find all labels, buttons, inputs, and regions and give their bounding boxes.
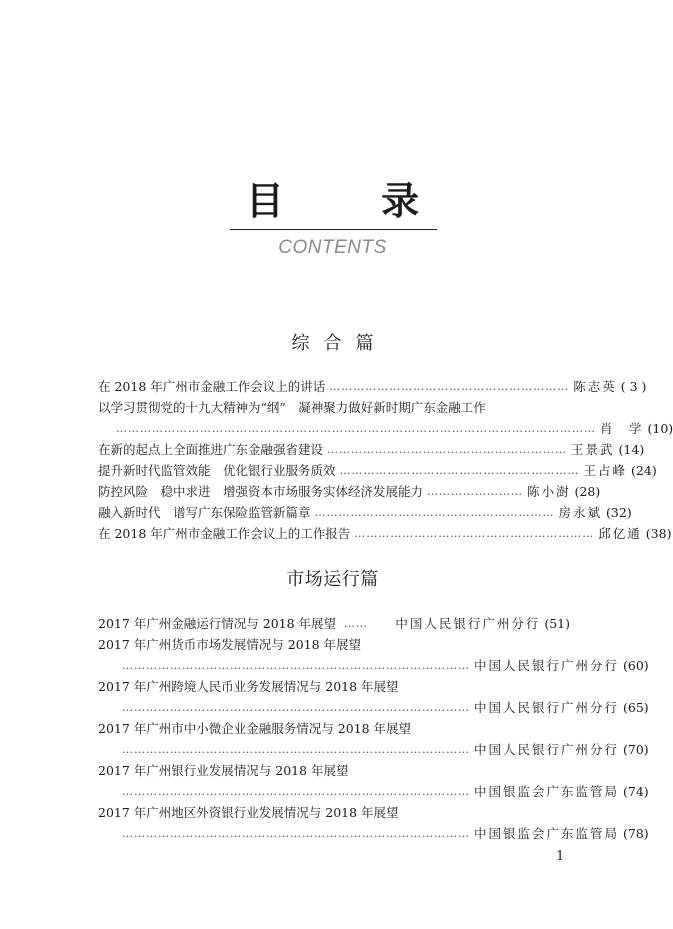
toc-entry[interactable]	[98, 761, 649, 803]
toc-entry[interactable]	[98, 719, 649, 761]
entry-author: 王景武	[571, 442, 615, 457]
toc-entry[interactable]	[98, 440, 645, 461]
title-underline	[230, 229, 437, 230]
entry-title: 2017 年广州货币市场发展情况与 2018 年展望	[98, 637, 362, 652]
entry-author: 陈小澍	[527, 484, 571, 499]
toc-entry[interactable]	[98, 503, 632, 524]
page-number: 1	[556, 849, 565, 864]
leader-dots: ……………………………………………………	[329, 380, 570, 393]
entry-author: 中国人民银行广州分行	[474, 658, 620, 673]
entry-page: (70)	[623, 742, 649, 757]
toc-entry[interactable]	[98, 635, 649, 677]
entry-title: 在新的起点上全面推进广东金融强省建设	[98, 442, 324, 457]
toc-entry[interactable]	[98, 524, 672, 545]
leader-dots: ……………………	[427, 485, 524, 498]
entry-page: (60)	[623, 658, 649, 673]
entry-author: 王占峰	[583, 463, 628, 478]
toc-entry[interactable]	[98, 398, 673, 440]
entry-title: 2017 年广州跨境人民币业务发展情况与 2018 年展望	[98, 679, 399, 694]
section-title-market: 市场运行篇	[286, 569, 379, 590]
entry-author: 中国人民银行广州分行	[474, 700, 620, 715]
leader-dots: ……………………………………………………………………………	[122, 743, 470, 756]
entry-page: (65)	[623, 700, 649, 715]
entry-author: 陈志英	[573, 379, 617, 394]
entry-title: 2017 年广州地区外资银行业发展情况与 2018 年展望	[98, 805, 399, 820]
entry-page: (24)	[631, 463, 657, 478]
entry-title: 2017 年广州银行业发展情况与 2018 年展望	[98, 763, 349, 778]
entry-author: 肖 学	[600, 421, 644, 436]
entry-page: (32)	[606, 505, 632, 520]
leader-dots: …………………………………………………………………………………………………………	[116, 422, 596, 435]
entry-title: 在 2018 年广州市金融工作会议上的讲话	[98, 379, 326, 394]
leader-dots: ……………………………………………………………………………	[122, 701, 470, 714]
entry-page: ( 3 )	[620, 379, 647, 394]
entry-title: 以学习贯彻党的十九大精神为“纲” 凝神聚力做好新时期广东金融工作	[98, 400, 486, 415]
entry-author: 中国银监会广东监管局	[474, 826, 620, 841]
entry-title: 2017 年广州市中小微企业金融服务情况与 2018 年展望	[98, 721, 412, 736]
page-subtitle: CONTENTS	[278, 237, 387, 258]
leader-dots: ……………………………………………………	[327, 443, 568, 456]
entry-page: (51)	[544, 616, 570, 631]
leader-dots: ……	[344, 617, 369, 630]
entry-author: 中国人民银行广州分行	[395, 616, 541, 631]
toc-entry[interactable]	[98, 677, 649, 719]
entry-author: 邱亿通	[598, 526, 642, 541]
leader-dots: ……………………………………………………	[339, 464, 580, 477]
toc-section-general	[98, 377, 673, 545]
page-title: 目 录	[245, 178, 462, 223]
entry-page: (10)	[647, 421, 673, 436]
toc-section-market	[98, 614, 649, 845]
entry-title: 融入新时代 谱写广东保险监管新篇章	[98, 505, 311, 520]
entry-author: 中国人民银行广州分行	[474, 742, 620, 757]
leader-dots: ……………………………………………………	[354, 527, 595, 540]
entry-title: 提升新时代监管效能 优化银行业服务质效	[98, 463, 336, 478]
entry-page: (28)	[574, 484, 601, 499]
toc-entry[interactable]	[98, 614, 570, 635]
entry-title: 2017 年广州金融运行情况与 2018 年展望	[98, 616, 337, 631]
entry-author: 中国银监会广东监管局	[474, 784, 620, 799]
leader-dots: ……………………………………………………	[314, 506, 555, 519]
entry-author: 房永斌	[558, 505, 603, 520]
toc-entry[interactable]	[98, 482, 601, 503]
entry-page: (74)	[623, 784, 649, 799]
entry-title: 在 2018 年广州市金融工作会议上的工作报告	[98, 526, 351, 541]
leader-dots: ……………………………………………………………………………	[122, 785, 470, 798]
section-title-general: 综合篇	[291, 333, 388, 354]
toc-entry[interactable]	[98, 377, 647, 398]
toc-entry[interactable]	[98, 803, 649, 845]
entry-title: 防控风险 稳中求进 增强资本市场服务实体经济发展能力	[98, 484, 424, 499]
entry-page: (14)	[618, 442, 645, 457]
entry-page: (38)	[645, 526, 672, 541]
leader-dots: ……………………………………………………………………………	[122, 659, 470, 672]
entry-page: (78)	[623, 826, 649, 841]
leader-dots: ……………………………………………………………………………	[122, 827, 470, 840]
toc-entry[interactable]	[98, 461, 657, 482]
